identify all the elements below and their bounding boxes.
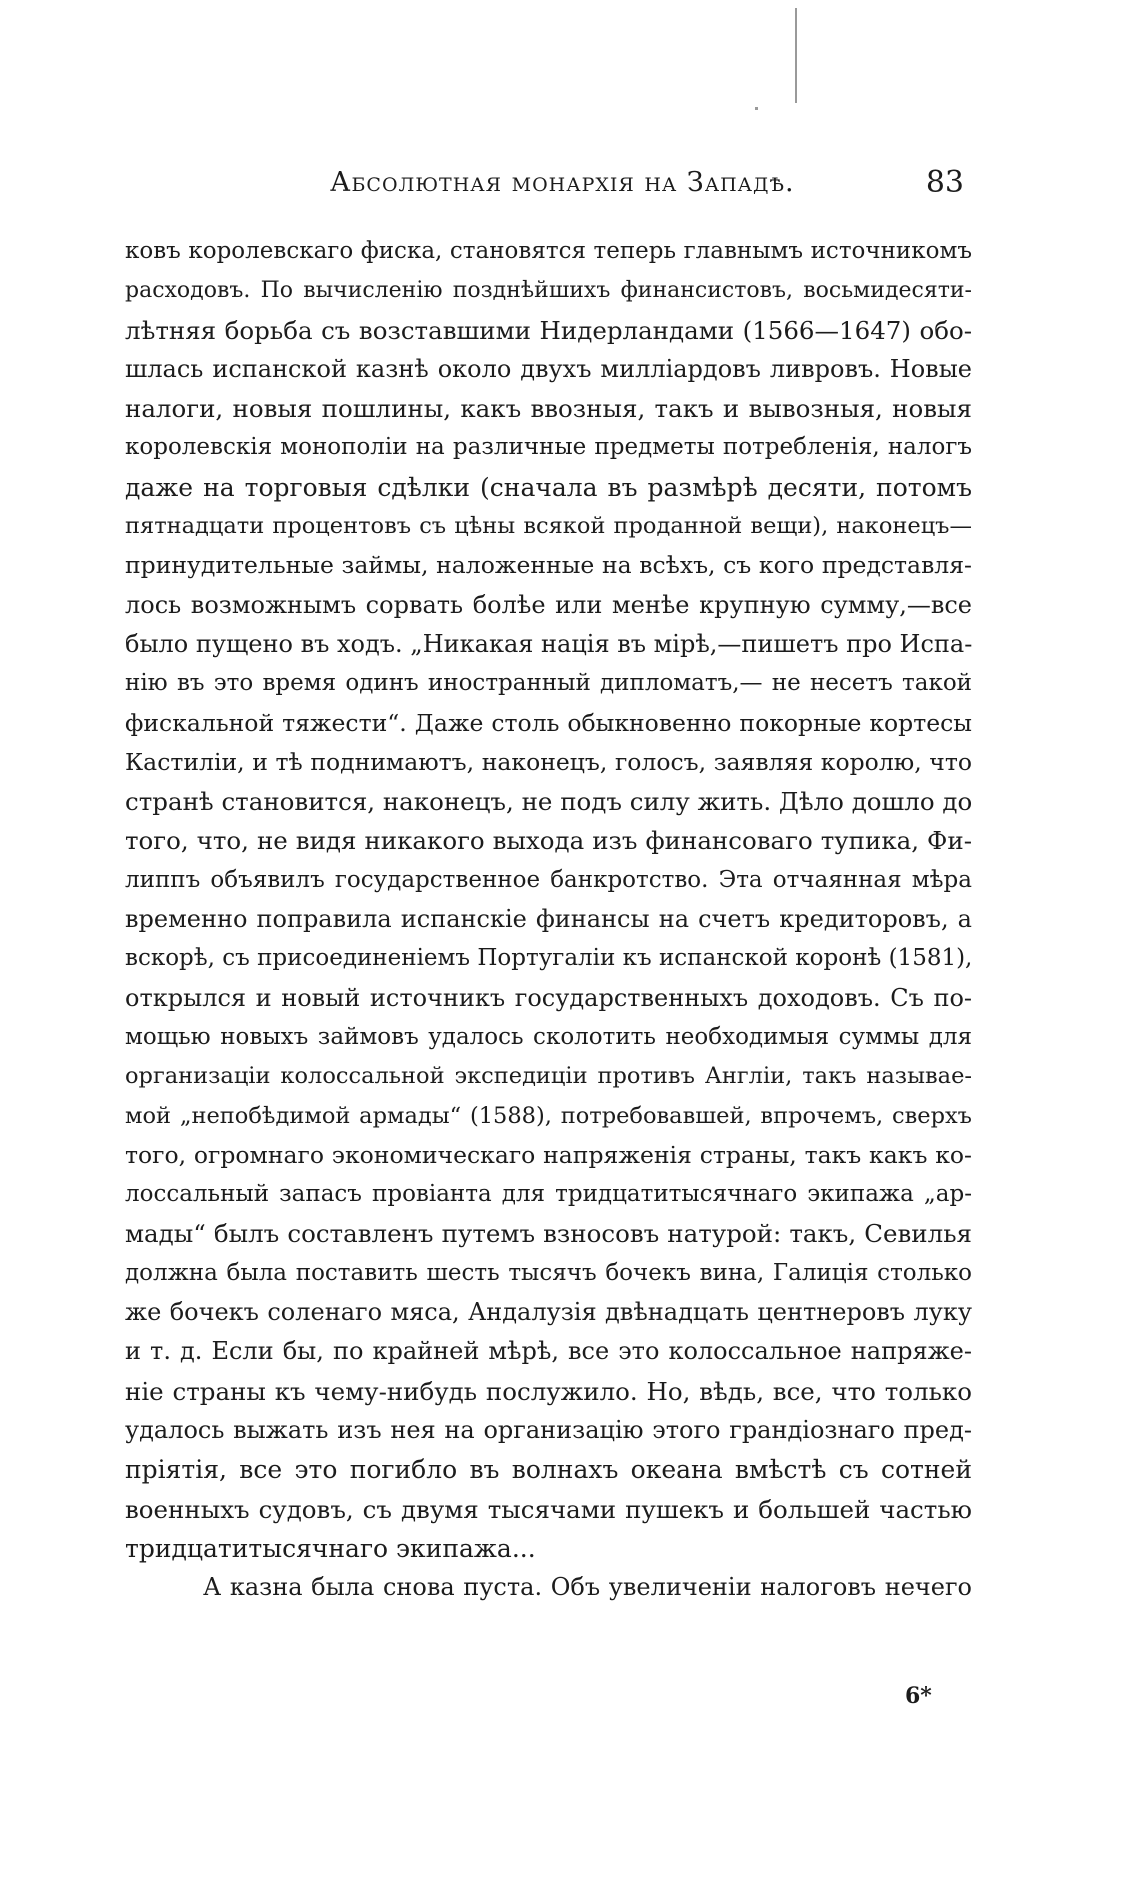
text-line: ніе страны къ чему-нибудь послужило. Но, вѣдь, все, что только [125, 1376, 972, 1406]
text-line: нію въ это время одинъ иностранный дипломатъ,— не несетъ такой [125, 670, 972, 697]
text-line: Кастиліи, и тѣ поднимаютъ, наконецъ, голосъ, заявляя королю, что [125, 747, 972, 776]
text-line: тридцатитысячнаго экипажа... [125, 1533, 536, 1563]
text-line: шлась испанской казнѣ около двухъ милліардовъ ливровъ. Новые [125, 354, 972, 383]
text-line: было пущено въ ходъ. „Никакая нація въ мірѣ,—пишетъ про Испа- [125, 629, 973, 658]
running-title: Абсолютная монархія на Западѣ. [330, 167, 795, 198]
scan-mark-line [795, 8, 797, 103]
signature-mark: 6* [905, 1683, 932, 1709]
text-line: А казна была снова пуста. Объ увеличеніи налоговъ нечего [203, 1573, 972, 1602]
text-line: и т. д. Если бы, по крайней мѣрѣ, все это колоссальное напряже- [125, 1337, 972, 1366]
text-line: лоссальный запасъ провіанта для тридцатитысячнаго экипажа „ар- [125, 1181, 972, 1208]
text-line: мой „непобѣдимой армады“ (1588), потребовавшей, впрочемъ, сверхъ [125, 1102, 972, 1129]
text-line: должна была поставить шесть тысячъ бочекъ вина, Галиція столько [125, 1259, 972, 1286]
text-line: организаціи колоссальной экспедиціи противъ Англіи, такъ называе- [125, 1063, 972, 1090]
page-number: 83 [925, 165, 964, 200]
text-line: же бочекъ соленаго мяса, Андалузія двѣнадцать центнеровъ луку [125, 1298, 972, 1327]
text-line: фискальной тяжести“. Даже столь обыкновенно покорные кортесы [125, 708, 972, 737]
text-line: временно поправила испанскіе финансы на счетъ кредиторовъ, а [125, 905, 972, 934]
text-line: пріятія, все это погибло въ волнахъ океана вмѣстѣ съ сотней [125, 1455, 972, 1485]
text-line: пятнадцати процентовъ съ цѣны всякой проданной вещи), наконецъ— [125, 513, 972, 540]
scan-mark-dot [755, 107, 758, 110]
page-header [125, 163, 972, 203]
text-line: принудительные займы, наложенные на всѣхъ, съ кого представля- [125, 551, 972, 580]
text-line: лось возможнымъ сорвать болѣе или менѣе крупную сумму,—все [125, 590, 972, 619]
body-text [125, 232, 972, 1607]
text-line: липпъ объявилъ государственное банкротство. Эта отчаянная мѣра [125, 866, 972, 893]
text-line: даже на торговыя сдѣлки (сначала въ размѣрѣ десяти, потомъ [125, 472, 972, 502]
text-line: военныхъ судовъ, съ двумя тысячами пушекъ и большей частью [125, 1494, 972, 1524]
text-line: налоги, новыя пошлины, какъ ввозныя, такъ и вывозныя, новыя [125, 394, 972, 424]
text-line: странѣ становится, наконецъ, не подъ силу жить. Дѣло дошло до [125, 787, 973, 817]
text-line: того, что, не видя никакого выхода изъ финансоваго тупика, Фи- [125, 826, 972, 856]
text-line: лѣтняя борьба съ возставшими Нидерландами (1566—1647) обо- [125, 315, 972, 345]
text-line: мощью новыхъ займовъ удалось сколотить необходимыя суммы для [125, 1023, 972, 1050]
text-line: открылся и новый источникъ государственныхъ доходовъ. Съ по- [125, 983, 972, 1012]
text-line: мады“ былъ составленъ путемъ взносовъ натурой: такъ, Севилья [125, 1219, 972, 1249]
text-line: ковъ королевскаго фиска, становятся теперь главнымъ источникомъ [125, 238, 972, 264]
text-line: расходовъ. По вычисленію позднѣйшихъ финансистовъ, восьмидесяти- [125, 278, 972, 304]
text-line: вскорѣ, съ присоединеніемъ Португаліи къ испанской коронѣ (1581), [125, 945, 973, 972]
text-line: того, огромнаго экономическаго напряженія страны, такъ какъ ко- [125, 1140, 972, 1169]
text-line: королевскія монополіи на различные предметы потребленія, налогъ [125, 434, 972, 461]
text-line: удалось выжать изъ нея на организацію этого грандіознаго пред- [125, 1415, 972, 1444]
